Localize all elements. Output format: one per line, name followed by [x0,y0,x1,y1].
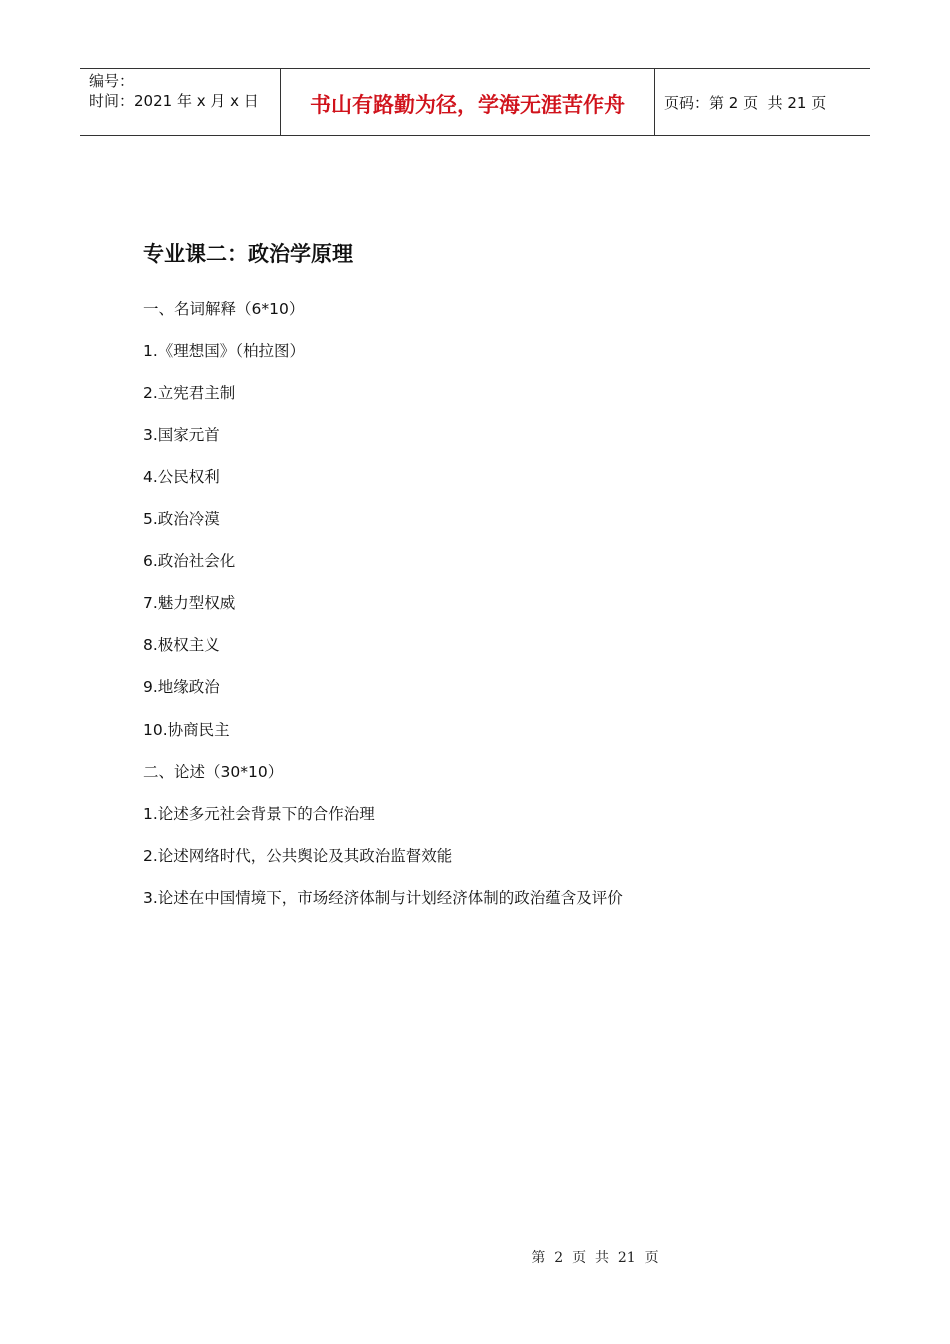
header-motto-cell [281,69,655,135]
motto-text: 书山有路勤为径，学海无涯苦作舟 [310,93,625,117]
page-title: 专业课二：政治学原理 [143,242,353,266]
list-item: 1.《理想国》（柏拉图） [143,342,306,360]
section-heading-essays: 二、论述（30*10） [143,763,284,781]
section-heading-terms: 一、名词解释（6*10） [143,300,305,318]
list-item: 2.论述网络时代，公共舆论及其政治监督效能 [143,847,453,865]
list-item: 5.政治冷漠 [143,510,220,528]
list-item: 2.立宪君主制 [143,384,236,402]
list-item: 6.政治社会化 [143,552,236,570]
list-item: 1.论述多元社会背景下的合作治理 [143,805,375,823]
list-item: 3.论述在中国情境下，市场经济体制与计划经济体制的政治蕴含及评价 [143,889,623,907]
page-label: 页码：第 2 页 共 21 页 [664,93,827,112]
list-item: 10.协商民主 [143,721,230,739]
list-item: 9.地缘政治 [143,678,220,696]
list-item: 3.国家元首 [143,426,220,444]
list-item: 4.公民权利 [143,468,220,486]
list-item: 7.魅力型权威 [143,594,236,612]
header-table [80,68,870,136]
time-label: 时间：2021 年 x 月 x 日 [89,92,259,110]
number-label: 编号： [89,72,135,90]
page-footer [0,1247,950,1267]
footer-page-number: 第 2 页 共 21 页 [531,1250,659,1266]
header-page-cell [655,69,870,135]
list-item: 8.极权主义 [143,636,220,654]
header-meta-cell [80,69,281,135]
